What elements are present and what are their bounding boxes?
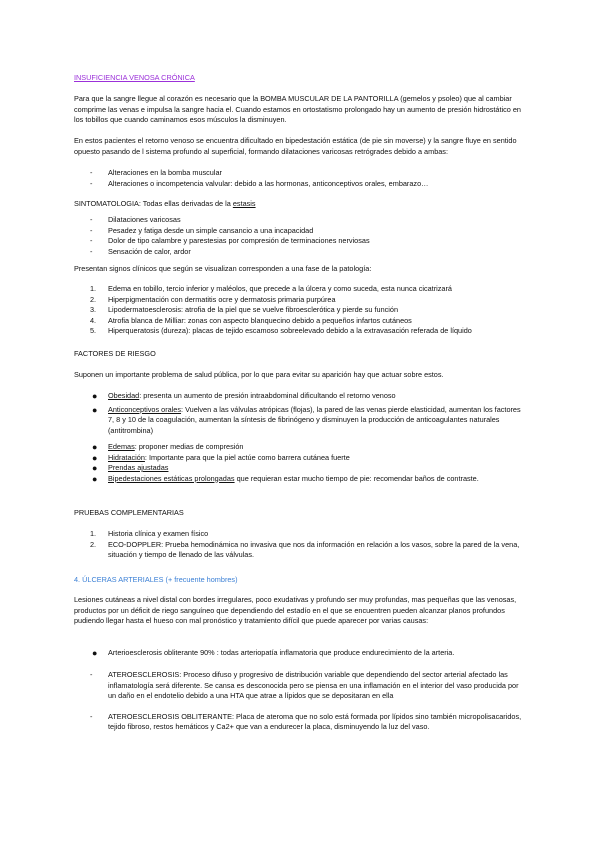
list-item: 1. Historia clínica y examen físico — [90, 529, 209, 538]
list-item: 2. ECO-DOPPLER: Prueba hemodinámica no invasiva que nos da información en relación a los vasos, sobre la pared de la vena, situación y tiempo de llenado de las válvulas. — [90, 539, 520, 559]
list-item: ● Anticonceptivos orales: Vuelven a las válvulas atrópicas (flojas), la pared de las venas pierde elasticidad, aumentan los factores 7, 8 y 10 de la coagulación, aumentan la síntesis de fibrinógeno y disminuyen la producción de anticoagulantes naturales (antitrombina) — [92, 404, 521, 435]
list-item: 5. Hiperqueratosis (dureza): placas de tejido escamoso sobreelevado debido a la extravasación referada de líquido — [90, 326, 472, 335]
arterial-subtypes-list — [74, 670, 524, 733]
list-item: - Sensación de calor, ardor — [90, 246, 191, 256]
signs-intro: Presentan signos clínicos que según se visualizan corresponden a una fase de la patología: — [74, 264, 372, 273]
list-item: ● Obesidad: presenta un aumento de presión intraabdominal dificultando el retorno venoso — [92, 391, 396, 401]
list-item: - Dilataciones varicosas — [90, 215, 181, 224]
list-item: ● Hidratación: Importante para que la piel actúe como barrera cutánea fuerte — [92, 452, 350, 463]
list-item: - Pesadez y fatiga desde un simple cansancio a una incapacidad — [90, 225, 314, 235]
tests-list — [74, 529, 524, 561]
list-item: - Alteraciones en la bomba muscular — [90, 168, 222, 177]
list-item: - ATEROESCLEROSIS OBLITERANTE: Placa de ateroma que no solo está formada por lípidos sino también micropolisacaridos, tejido fibroso, restos hemáticos y Ca2+ que van a endurecer la placa, disminuyendo la luz del vaso. — [90, 711, 522, 731]
intro-paragraph-2: En estos pacientes el retorno venoso se encuentra dificultado en bipedestación estática (de pie sin moverse) y la sangre fluye en sentido opuesto pasando de l sistema profundo al superficial, formando dilataciones varicosas retrógrades debido a ambas: — [74, 136, 517, 156]
signs-list — [74, 284, 524, 337]
symptoms-heading: SINTOMATOLOGIA: Todas ellas derivadas de la estasis — [74, 199, 256, 208]
list-item: 4. Atrofia blanca de Milliar: zonas con aspecto blanquecino debido a pequeños infartos cutáneos — [90, 315, 412, 325]
intro-paragraph: Para que la sangre llegue al corazón es necesario que la BOMBA MUSCULAR DE LA PANTORILLA (gemelos y psoleo) que al cambiar comprime las venas e impulsa la sangre hacia el. Cuando estamos en ortostatismo prolongado hay un aumento de presión hidrostático en los tobillos que cuando caminamos esos músculos la disminuyen. — [74, 94, 521, 124]
section-heading: 4. ÚLCERAS ARTERIALES (+ frecuente hombres) — [74, 575, 238, 584]
list-item: 1. Edema en tobillo, tercio inferior y maléolos, que precede a la úlcera y como suceda, esta nunca cicatrizará — [90, 284, 452, 293]
page-title: INSUFICIENCIA VENOSA CRÓNICA — [74, 73, 195, 82]
tests-heading: PRUEBAS COMPLEMENTARIAS — [74, 508, 184, 517]
section-intro: Lesiones cutáneas a nivel distal con bordes irregulares, poco exudativas y profundo ser muy profundas, mas pequeñas que las venosas, productos por un déficit de riego sanguíneo que dependiendo del estadío en el que se encuentren pueden alcanzar planos profundos pudiendo llegar hasta el hueso con mal pronóstico y tratamiento difícil que puede aparecer por varias causas: — [74, 595, 517, 625]
causes-list — [74, 168, 524, 189]
list-item: ● Arterioesclerosis obliterante 90% : todas arteriopatía inflamatoria que produce endurecimiento de la arteria. — [92, 648, 455, 658]
list-item: 2. Hiperpigmentación con dermatitis ocre y dermatosis primaria purpúrea — [90, 294, 336, 304]
list-item: ● Bipedestaciones estáticas prolongadas que requieran estar mucho tiempo de pie: recomendar baños de contraste. — [92, 473, 479, 484]
risk-factors-list — [74, 391, 524, 487]
list-item: ● Prendas ajustadas — [92, 463, 169, 473]
list-item: - Dolor de tipo calambre y parestesias por compresión de terminaciones nerviosas — [90, 236, 370, 245]
list-item: - ATEROESCLEROSIS: Proceso difuso y progresivo de distribución variable que dependiendo del sector arterial afectado las inflamatología será diferente. Se cansa es desconocida pero se piensa en una inflamación en el interior del vaso producida por un daño en el endotelio debido a una HTA que atrae a lípidos que se depositaran en ella — [90, 670, 519, 700]
risk-heading: FACTORES DE RIESGO — [74, 349, 156, 358]
list-item: - Alteraciones o incompetencia valvular: debido a las hormonas, anticonceptivos orales, embarazo… — [90, 178, 429, 188]
arterial-causes-list — [74, 648, 524, 671]
risk-intro: Suponen un importante problema de salud pública, por lo que para evitar su aparición hay que actuar sobre estos. — [74, 370, 444, 379]
list-item: ● Edemas: proponer medias de compresión — [92, 442, 244, 452]
list-item: 3. Lipodermatoesclerosis: atrofia de la piel que se vuelve fibroesclerótica y pierde su función — [90, 305, 399, 314]
symptoms-list — [74, 215, 524, 257]
